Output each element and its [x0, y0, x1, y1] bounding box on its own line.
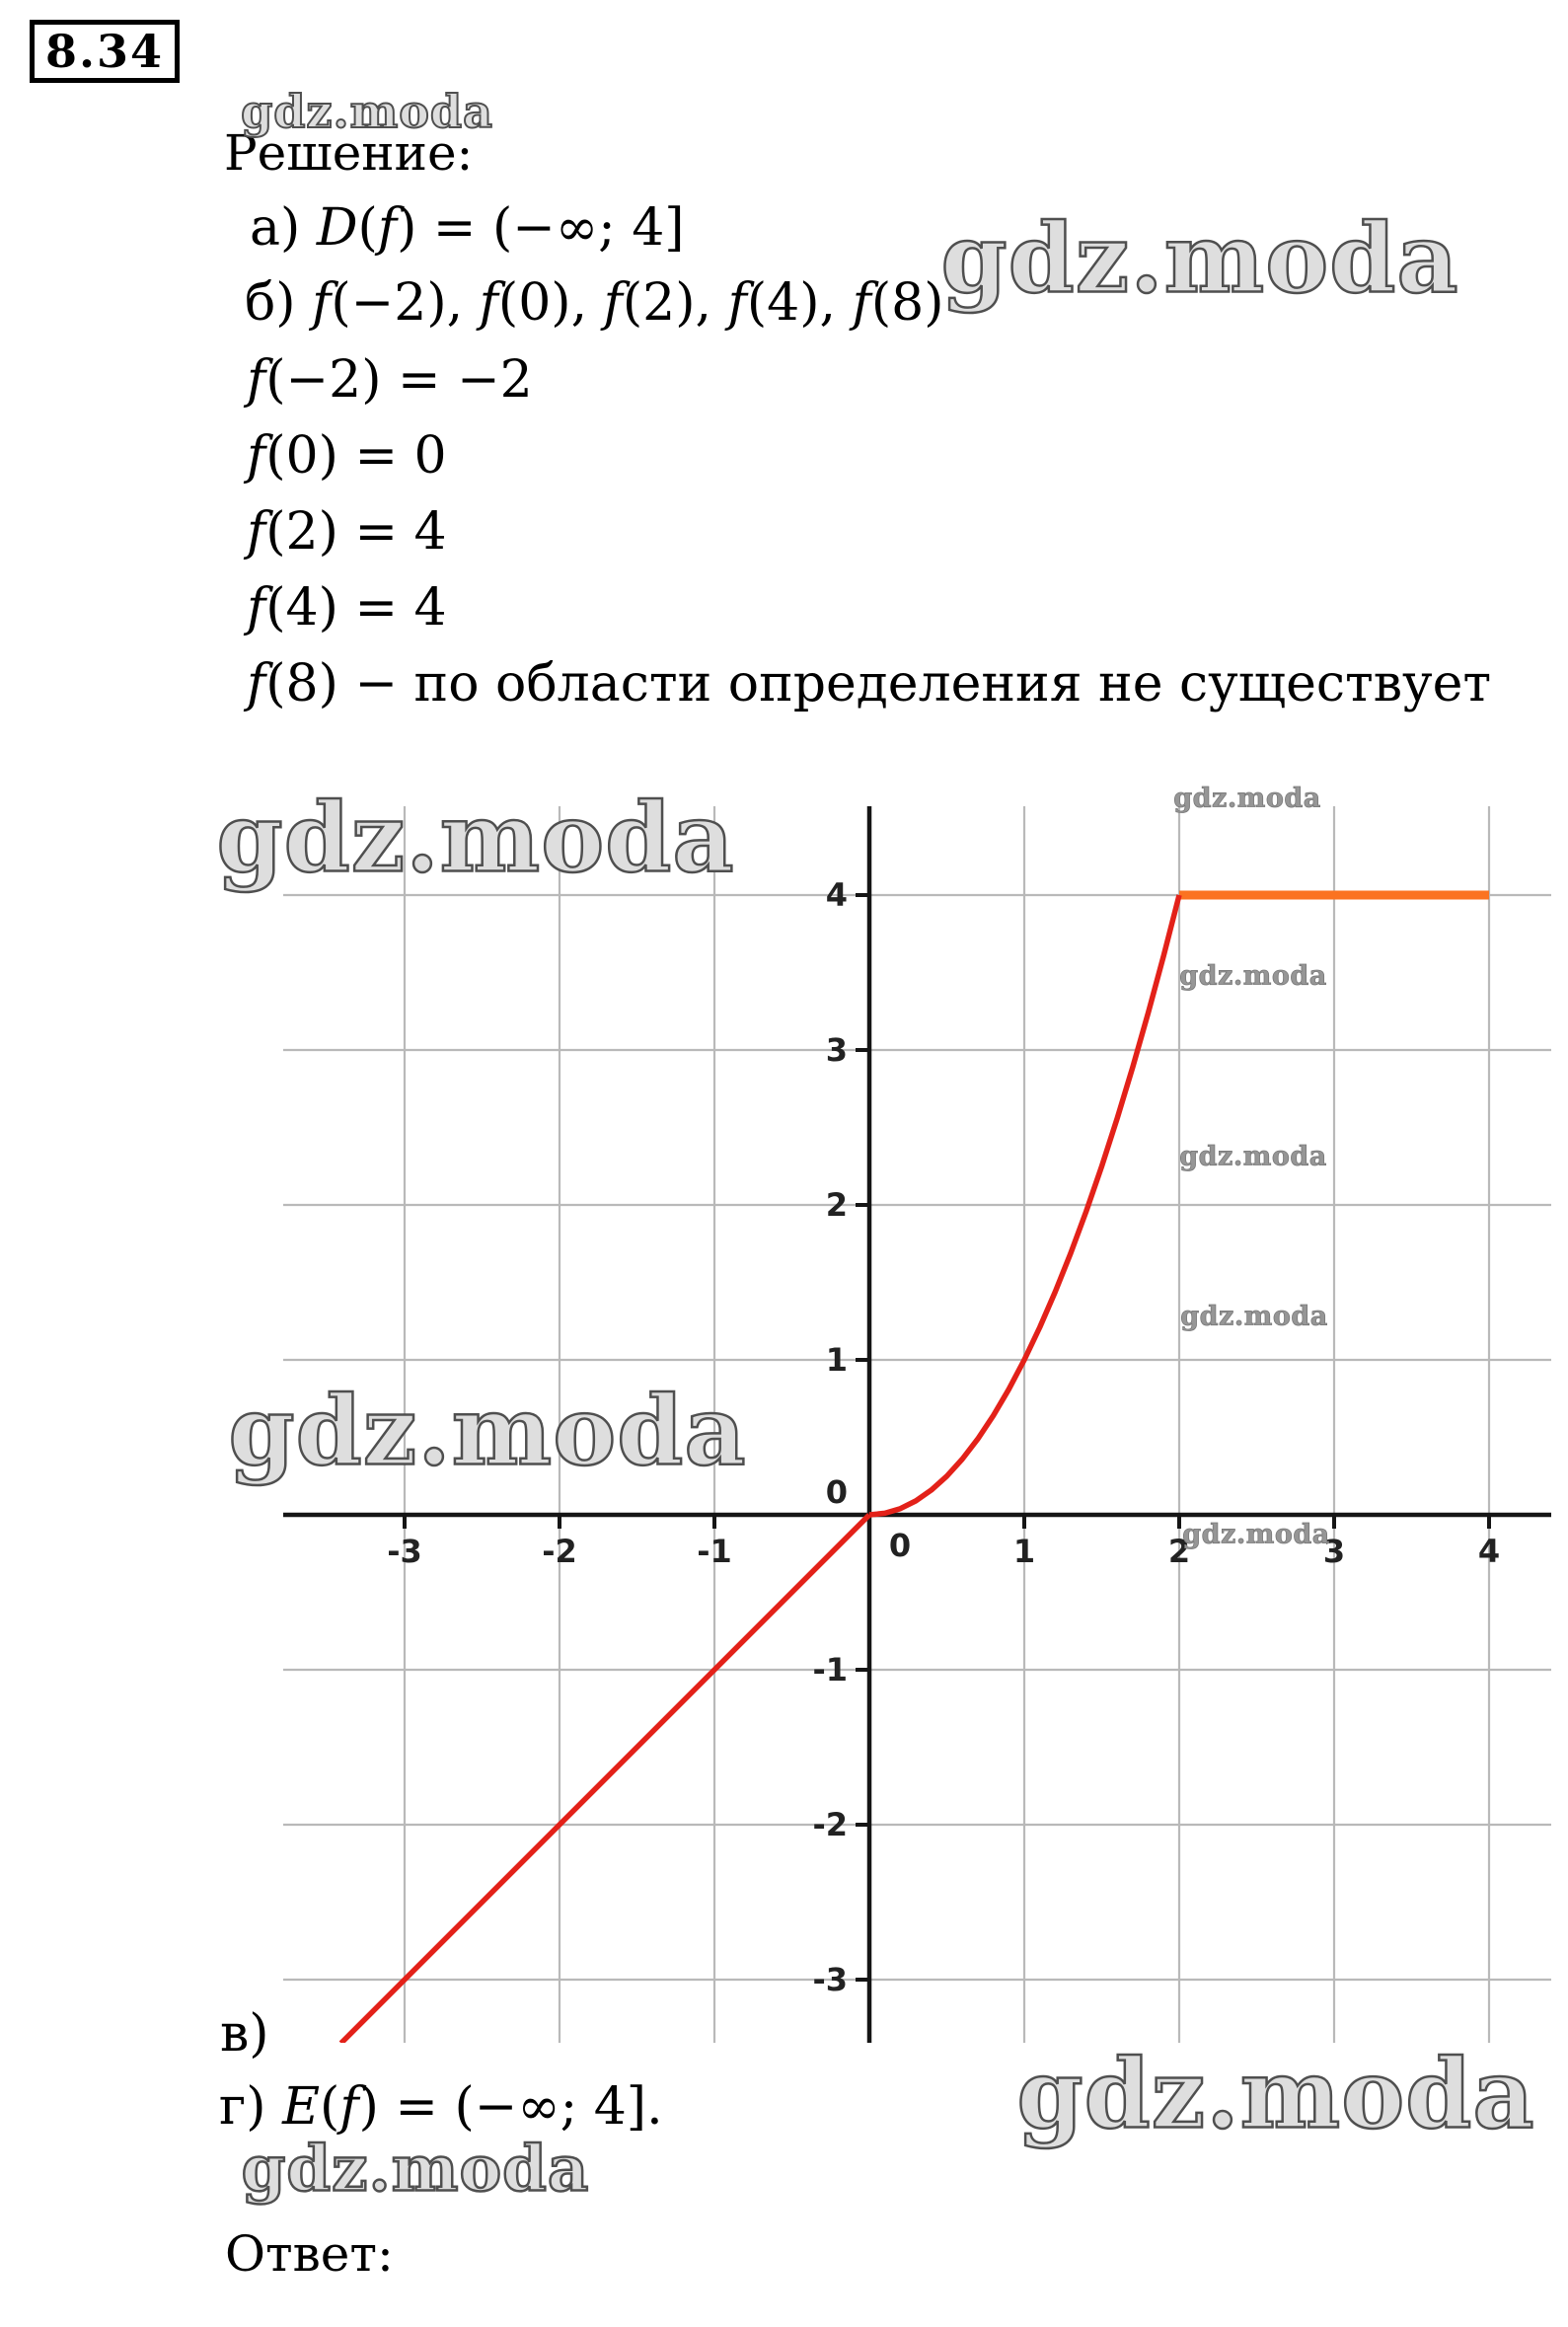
watermark-graph-top-left: gdz.moda: [216, 782, 735, 894]
y-label-3: 3: [825, 1031, 848, 1069]
answer-heading: Ответ:: [225, 2225, 394, 2283]
x-label--3: -3: [387, 1533, 422, 1570]
solution-line-v: в): [220, 2004, 269, 2064]
x-label--1: -1: [697, 1533, 732, 1570]
solution-line-f4: f(4) = 4: [247, 578, 447, 638]
y-label-4: 4: [825, 876, 848, 914]
watermark-small-2: gdz.moda: [1179, 960, 1327, 992]
solution-line-b: б) f(−2), f(0), f(2), f(4), f(8): [245, 273, 944, 333]
watermark-bottom-right: gdz.moda: [1016, 2038, 1535, 2150]
solution-line-a: а) D(f) = (−∞; 4]: [250, 198, 685, 258]
y-label-2: 2: [825, 1186, 848, 1224]
solution-line-f0: f(0) = 0: [247, 426, 447, 486]
y-label--3: -3: [812, 1961, 848, 1998]
y-label--2: -2: [812, 1806, 848, 1843]
watermark-top: gdz.moda: [241, 85, 493, 138]
watermark-graph-mid-left: gdz.moda: [228, 1375, 747, 1487]
watermark-beside-line-b: gdz.moda: [940, 202, 1459, 315]
watermark-below-line-g: gdz.moda: [241, 2132, 590, 2207]
problem-number: 8.34: [44, 25, 165, 78]
y-label-1: 1: [825, 1341, 848, 1379]
series-0: [341, 1515, 869, 2043]
y-label-0: 0: [825, 1473, 848, 1511]
x-label--2: -2: [542, 1533, 577, 1570]
solution-line-g: г) E(f) = (−∞; 4].: [219, 2077, 663, 2137]
solution-line-f2: f(2) = 4: [247, 502, 447, 562]
x-label-2: 2: [1167, 1533, 1191, 1570]
watermark-small-3: gdz.moda: [1179, 1141, 1327, 1172]
x-label-3: 3: [1322, 1533, 1346, 1570]
y-label--1: -1: [812, 1651, 848, 1689]
solution-line-f8: f(8) − по области определения не существует: [247, 654, 1492, 713]
x-label-0: 0: [888, 1527, 912, 1564]
problem-number-box: [30, 20, 180, 83]
watermark-small-1: gdz.moda: [1173, 783, 1321, 814]
watermark-small-5: gdz.moda: [1182, 1519, 1330, 1550]
solution-heading: Решение:: [224, 124, 474, 182]
solution-line-f-minus2: f(−2) = −2: [247, 350, 533, 410]
x-label-1: 1: [1012, 1533, 1036, 1570]
watermark-small-4: gdz.moda: [1180, 1301, 1328, 1332]
x-label-4: 4: [1477, 1533, 1501, 1570]
